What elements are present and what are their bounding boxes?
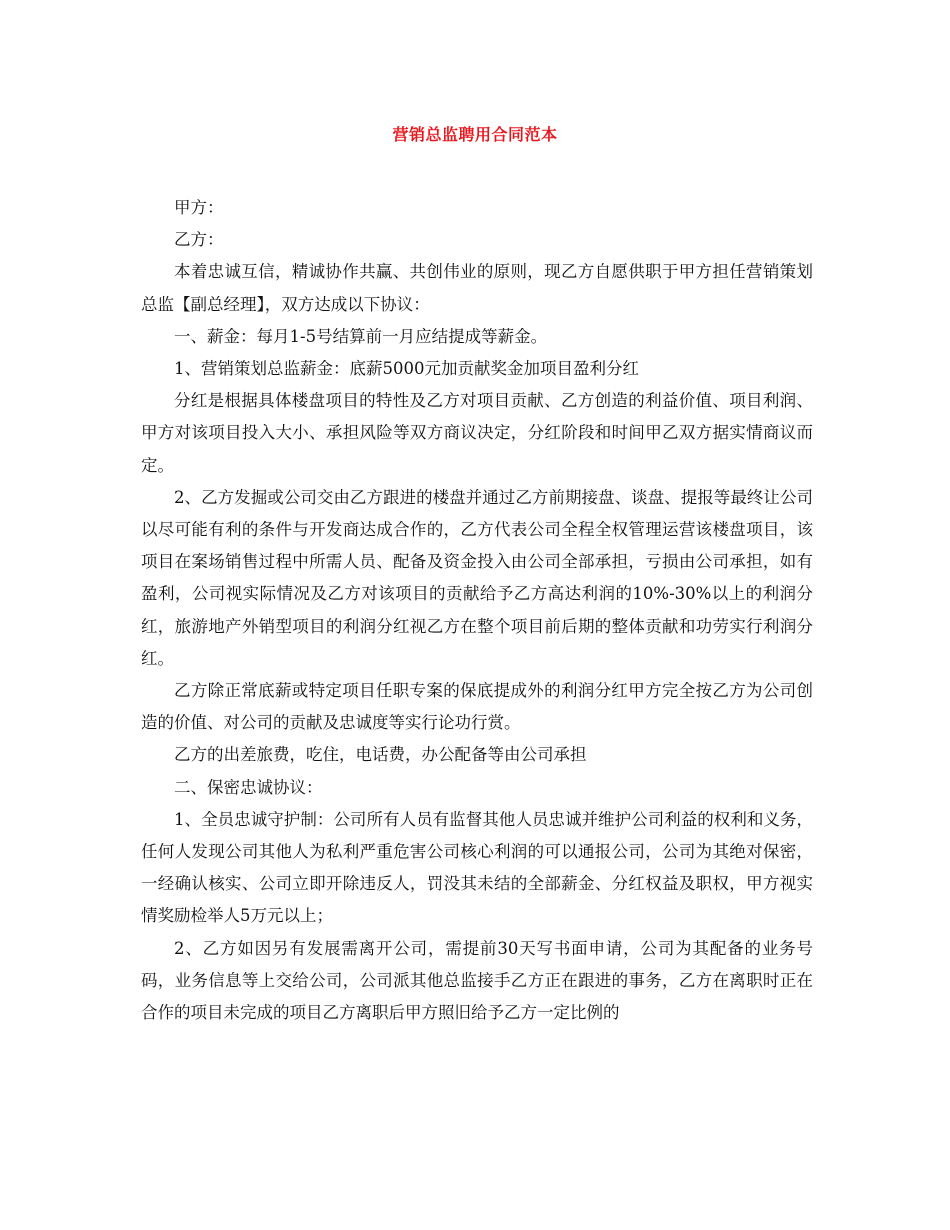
party-a-line: 甲方： [174, 198, 224, 217]
preamble-paragraph: 本着忠诚互信，精诚协作共赢、共创伟业的原则，现乙方自愿供职于甲方担任营销策划总监【副总经理】，双方达成以下协议： [141, 262, 813, 314]
confidentiality-clause-2: 2、乙方如因另有发展需离开公司，需提前30天写书面申请，公司为其配备的业务号码，业务信息等上交给公司，公司派其他总监接手乙方正在跟进的事务，乙方在离职时正在合作的项目未完成的项目乙方离职后甲方照旧给予乙方一定比例的 [141, 938, 813, 1023]
profit-share-paragraph: 乙方除正常底薪或特定项目任职专案的保底提成外的利润分红甲方完全按乙方为公司创造的价值、对公司的贡献及忠诚度等实行论功行赏。 [141, 681, 813, 733]
document-body [141, 192, 813, 1029]
section-confidentiality-heading: 二、保密忠诚协议： [174, 777, 323, 797]
dividend-paragraph: 分红是根据具体楼盘项目的特性及乙方对项目贡献、乙方创造的利益价值、项目利润、甲方对该项目投入大小、承担风险等双方商议决定，分红阶段和时间甲乙双方据实情商议而定。 [141, 391, 813, 475]
salary-clause-2: 2、乙方发掘或公司交由乙方跟进的楼盘并通过乙方前期接盘、谈盘、提报等最终让公司以尽可能有利的条件与开发商达成合作的，乙方代表公司全程全权管理运营该楼盘项目，该项目在案场销售过程中所需人员、配备及资金投入由公司全部承担，亏损由公司承担，如有盈利，公司视实际情况及乙方对该项目的贡献给予乙方高达利润的10%-30%以上的利润分红，旅游地产外销型项目的利润分红视乙方在整个项目前后期的整体贡献和功劳实行利润分红。 [141, 487, 813, 668]
party-b-line: 乙方： [174, 230, 224, 250]
confidentiality-clause-1: 1、全员忠诚守护制：公司所有人员有监督其他人员忠诚并维护公司利益的权利和义务，任何人发现公司其他人为私利严重危害公司核心利润的可以通报公司，公司为其绝对保密，一经确认核实、公司立即开除违反人，罚没其未结的全部薪金、分红权益及职权，甲方视实情奖励检举人5万元以上； [141, 809, 813, 926]
document-title: 营销总监聘用合同范本 [392, 125, 558, 144]
salary-clause-1: 1、营销策划总监薪金：底薪5000元加贡献奖金加项目盈利分红 [174, 359, 639, 379]
expenses-paragraph: 乙方的出差旅费，吃住，电话费，办公配备等由公司承担 [174, 745, 587, 765]
section-salary-heading: 一、薪金：每月1-5号结算前一月应结提成等薪金。 [174, 326, 548, 346]
